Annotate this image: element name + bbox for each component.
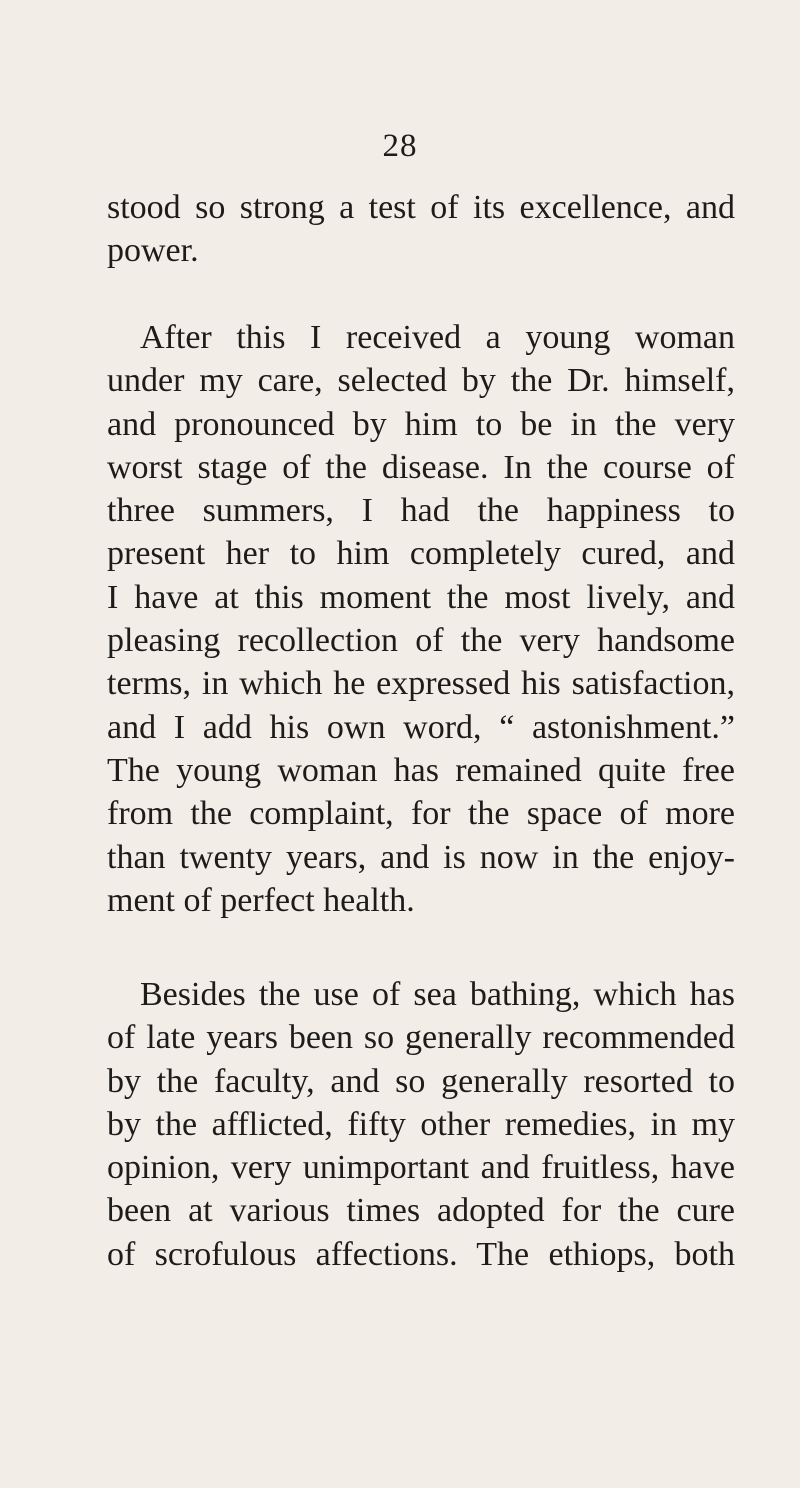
text-line: under my care, selected by the Dr. himself, [107, 362, 735, 400]
text-line: of scrofulous affections. The ethiops, both [107, 1235, 735, 1273]
text-line: pleasing recollection of the very handsome [107, 622, 735, 660]
text-line: terms, in which he expressed his satisfaction, [107, 665, 735, 703]
text-line: opinion, very unimportant and fruitless, have [107, 1149, 735, 1187]
text-line: from the complaint, for the space of more [107, 795, 735, 833]
text-line: been at various times adopted for the cure [107, 1192, 735, 1230]
paragraph-2 [107, 316, 735, 922]
text-line: and pronounced by him to be in the very [107, 405, 735, 443]
text-line: by the faculty, and so generally resorted to [107, 1062, 735, 1100]
text-line: and I add his own word, “ astonishment.” [107, 708, 735, 746]
text-line: of late years been so generally recommended [107, 1019, 735, 1057]
paragraph-1 [107, 186, 735, 273]
text-line: The young woman has remained quite free [107, 751, 735, 789]
text-line: than twenty years, and is now in the enjoy- [107, 838, 735, 876]
text-line: After this I received a young woman [140, 319, 735, 356]
text-line: power. [107, 232, 199, 270]
text-line: present her to him completely cured, and [107, 535, 735, 573]
text-line: stood so strong a test of its excellence, and [107, 189, 735, 226]
text-line: Besides the use of sea bathing, which has [140, 976, 735, 1013]
paragraph-3 [107, 973, 735, 1276]
text-line: three summers, I had the happiness to [107, 492, 735, 530]
page-number: 28 [382, 128, 418, 164]
text-line: I have at this moment the most lively, and [107, 578, 735, 616]
text-line: worst stage of the disease. In the course of [107, 448, 735, 486]
text-line: by the afflicted, fifty other remedies, in my [107, 1105, 735, 1143]
text-line: ment of perfect health. [107, 881, 415, 919]
